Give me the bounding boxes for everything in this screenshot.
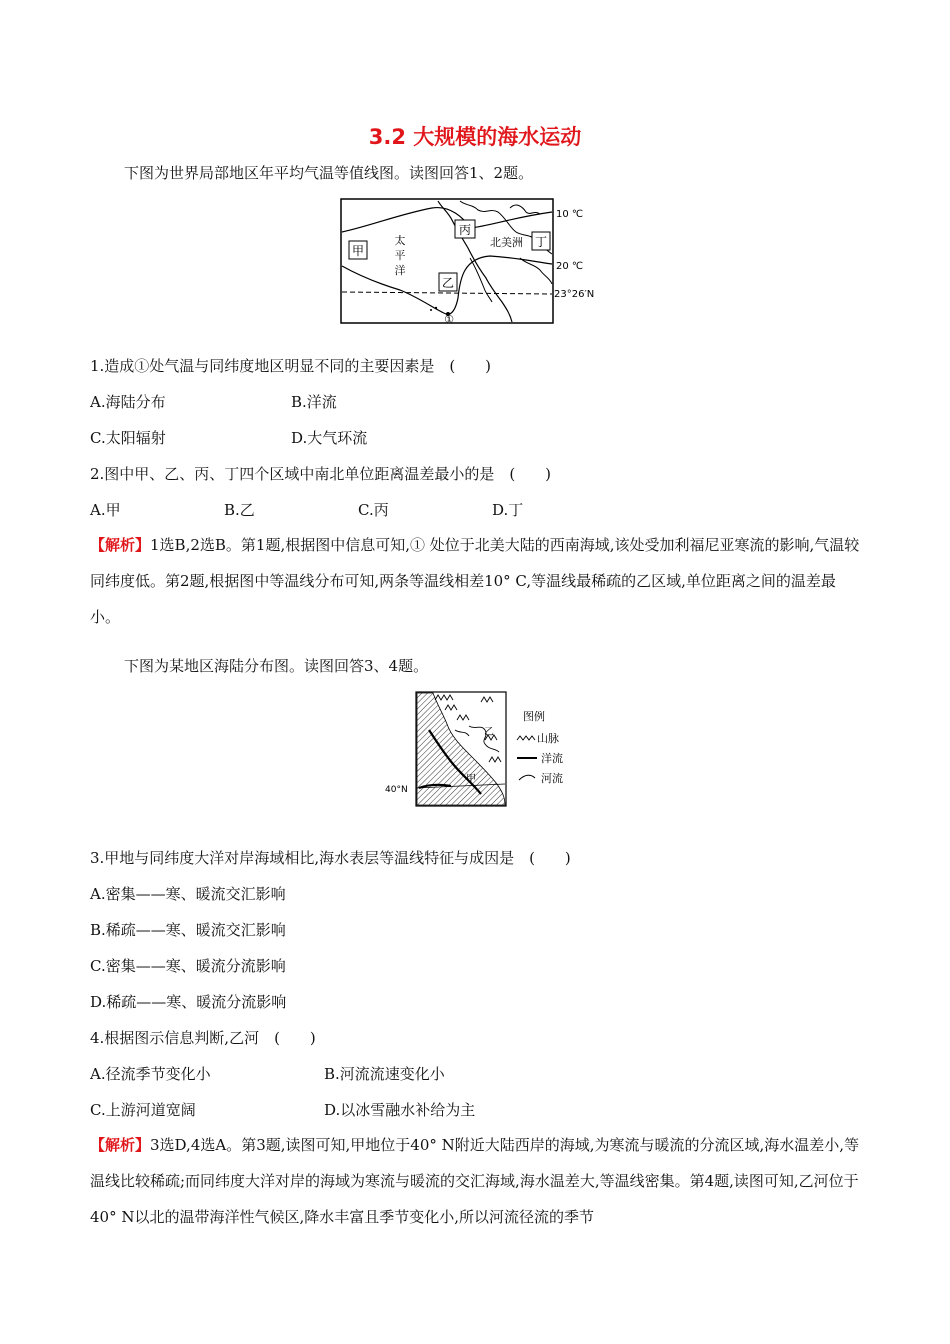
- q2-option-a: A.甲: [90, 501, 121, 519]
- analysis-1: [90, 527, 865, 635]
- label-yang: 洋: [394, 264, 406, 277]
- label-ping: 平: [394, 249, 406, 262]
- label-bing: 丙: [458, 223, 472, 237]
- q4-option-c: C.上游河道宽阔: [90, 1101, 196, 1119]
- label-ding: 丁: [534, 235, 548, 249]
- label-latitude: 23°26′N: [554, 289, 595, 300]
- analysis-2-text: 3选D,4选A。第3题,读图可知,甲地位于40° N附近大陆西岸的海域,为寒流与暖流的分流区域,海水温差小,等温线比较稀疏;而同纬度大洋对岸的海域为寒流与暖流的交汇海域,海水温差大,等温线密集。第4题,读图可知,乙河位于40° N以北的温带海洋性气候区,降水丰富且季节变化小,所以河流径流的季节: [90, 1136, 860, 1226]
- intro-text-2: 下图为某地区海陆分布图。读图回答3、4题。: [124, 657, 429, 675]
- legend-current: 洋流: [541, 752, 563, 765]
- q2-stem: 2.图中甲、乙、丙、丁四个区域中南北单位距离温差最小的是 ( ): [90, 465, 552, 483]
- q3-option-c: C.密集——寒、暖流分流影响: [90, 957, 286, 975]
- label-iso-20: 20 ℃: [556, 261, 584, 272]
- q3-stem: 3.甲地与同纬度大洋对岸海域相比,海水表层等温线特征与成因是 ( ): [90, 849, 571, 867]
- legend-river: 河流: [541, 772, 563, 785]
- legend-mountain: 山脉: [537, 732, 559, 745]
- label-jia: 甲: [351, 244, 365, 258]
- label-point-1: ①: [444, 313, 454, 326]
- q2-option-d: D.丁: [492, 501, 524, 519]
- label-iso-10: 10 ℃: [556, 209, 584, 220]
- land-sea-map: [385, 690, 575, 810]
- q4-option-d: D.以冰雪融水补给为主: [324, 1101, 476, 1119]
- q3-option-a: A.密集——寒、暖流交汇影响: [90, 885, 286, 903]
- analysis-2: [90, 1127, 865, 1235]
- q2-option-c: C.丙: [358, 501, 389, 519]
- q1-option-c: C.太阳辐射: [90, 429, 166, 447]
- analysis-2-tag: 【解析】: [90, 1136, 151, 1154]
- q1-option-a: A.海陆分布: [90, 393, 166, 411]
- analysis-1-tag: 【解析】: [90, 536, 151, 554]
- legend-title: 图例: [523, 710, 545, 723]
- map2-label-jia: 甲: [466, 774, 476, 785]
- q1-option-b: B.洋流: [291, 393, 337, 411]
- isotherm-map: [340, 198, 610, 326]
- map2-latitude: 40°N: [385, 785, 408, 795]
- label-continent: 北美洲: [490, 236, 523, 249]
- page-title: 3.2 大规模的海水运动: [368, 125, 582, 149]
- q2-option-b: B.乙: [224, 501, 255, 519]
- q4-option-b: B.河流流速变化小: [324, 1065, 445, 1083]
- intro-text-1: 下图为世界局部地区年平均气温等值线图。读图回答1、2题。: [124, 164, 534, 182]
- q3-option-d: D.稀疏——寒、暖流分流影响: [90, 993, 287, 1011]
- label-tai: 太: [394, 234, 406, 247]
- q1-stem: 1.造成①处气温与同纬度地区明显不同的主要因素是 ( ): [90, 357, 492, 375]
- analysis-1-text: 1选B,2选B。第1题,根据图中信息可知,① 处位于北美大陆的西南海域,该处受加利福尼亚寒流的影响,气温较同纬度低。第2题,根据图中等温线分布可知,两条等温线相差10° C,等温线最稀疏的乙区域,单位距离之间的温差最小。: [90, 536, 860, 626]
- q1-option-d: D.大气环流: [291, 429, 368, 447]
- q4-stem: 4.根据图示信息判断,乙河 ( ): [90, 1029, 316, 1047]
- q4-option-a: A.径流季节变化小: [90, 1065, 211, 1083]
- label-yi: 乙: [441, 276, 455, 290]
- map2-label-yi: 乙: [484, 727, 494, 738]
- q3-option-b: B.稀疏——寒、暖流交汇影响: [90, 921, 286, 939]
